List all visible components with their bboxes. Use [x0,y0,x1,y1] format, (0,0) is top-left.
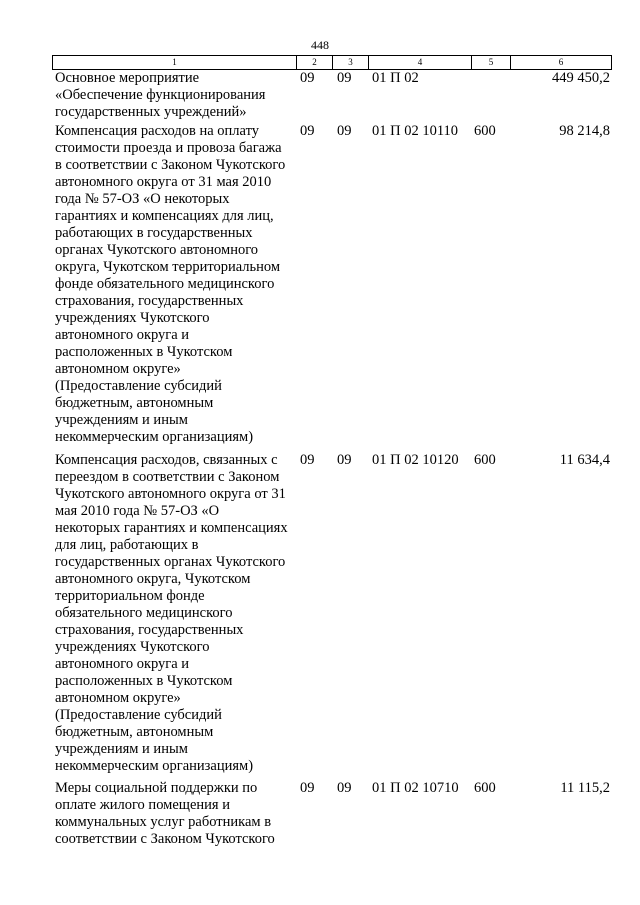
row-podrazdel: 09 [337,123,352,139]
header-col-4: 4 [368,56,471,69]
row-sum: 11 634,4 [559,452,610,468]
row-vr: 600 [474,780,496,796]
row-name: Компенсация расходов, связанных с переездом в соответствии с Законом Чукотского автономного округа от 31 мая 2010 года № 57-ОЗ «О некоторых гарантиях и компенсациях для лиц, работающих в государственных органах Чукотского автономного округа, Чукотском территориальном фонде обязательного медицинского страхования, государственных учреждениях Чукотского автономного округа и расположенных в Чукотском автономном округе» (Предоставление субсидий бюджетным, автономным учреждениям и иным некоммерческим организациям) [55,452,288,774]
table-header [52,55,612,70]
row-csr: 01 П 02 10110 [372,123,459,139]
page-number: 448 [311,38,329,52]
row-razdel: 09 [300,780,315,796]
row-podrazdel: 09 [337,780,352,796]
row-vr: 600 [474,123,496,139]
row-name: Компенсация расходов на оплату стоимости проезда и провоза багажа в соответствии с Законом Чукотского автономного округа от 31 мая 2010 года № 57-ОЗ «О некоторых гарантиях и компенсациях для лиц, работающих в государственных органах Чукотского автономного округа, Чукотском территориальном фонде обязательного медицинского страхования, государственных учреждениях Чукотского автономного округа и расположенных в Чукотском автономном округе» (Предоставление субсидий бюджетным, автономным учреждениям и иным некоммерческим организациям) [55,123,286,445]
row-sum: 98 214,8 [559,123,610,139]
header-col-2: 2 [296,56,332,69]
row-sum: 11 115,2 [560,780,610,796]
row-csr: 01 П 02 10710 [372,780,459,796]
row-podrazdel: 09 [337,452,352,468]
header-col-3: 3 [332,56,368,69]
header-col-6: 6 [510,56,612,69]
row-csr: 01 П 02 10120 [372,452,459,468]
row-name: Меры социальной поддержки по оплате жилого помещения и коммунальных услуг работникам в соответствии с Законом Чукотского [55,780,275,847]
row-csr: 01 П 02 [372,70,419,86]
row-podrazdel: 09 [337,70,352,86]
row-sum: 449 450,2 [552,70,610,86]
header-col-5: 5 [471,56,510,69]
row-razdel: 09 [300,70,315,86]
row-vr: 600 [474,452,496,468]
row-razdel: 09 [300,123,315,139]
row-razdel: 09 [300,452,315,468]
header-col-1: 1 [52,56,296,69]
row-name: Основное мероприятие «Обеспечение функционирования государственных учреждений» [55,70,266,120]
